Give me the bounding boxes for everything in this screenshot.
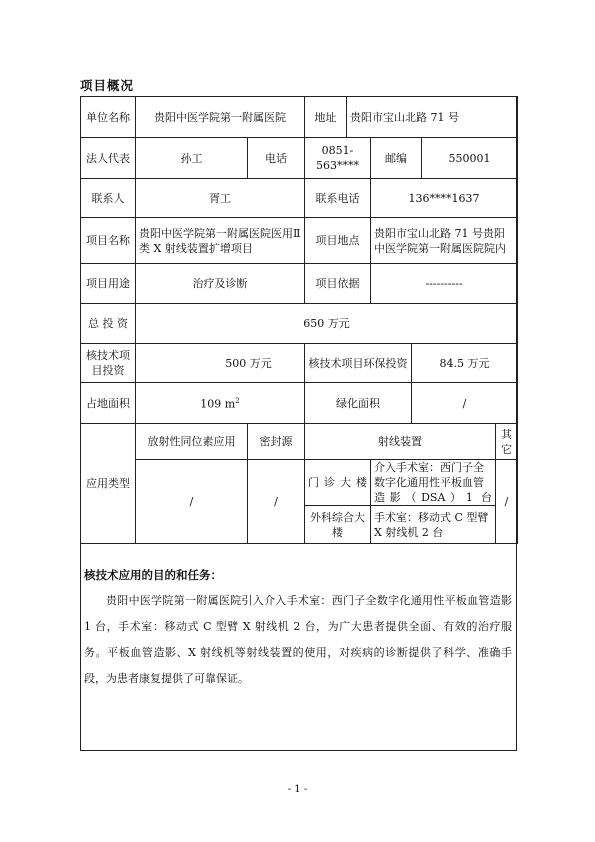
purpose-title: 核技术应用的目的和任务：	[84, 568, 222, 582]
contact-phone: 136****1637	[371, 179, 518, 218]
sealed-label: 密封源	[248, 424, 305, 460]
bldg2-name: 外科综合大楼	[305, 506, 371, 544]
area-unit-sup: 2	[235, 397, 240, 406]
phone-label: 电话	[248, 138, 305, 179]
section-title: 项目概况	[80, 78, 135, 93]
ray-label: 射线装置	[305, 424, 496, 460]
address: 贵阳市宝山北路 71 号	[347, 97, 518, 138]
project-name: 贵阳中医学院第一附属医院医用Ⅱ类 X 射线装置扩增项目	[136, 218, 305, 264]
postcode-label: 邮编	[371, 138, 422, 179]
other-label: 其它	[496, 424, 518, 460]
contact-label: 联系人	[81, 179, 136, 218]
nuclear-invest-label: 核技术项目投资	[81, 344, 136, 383]
total-invest: 650 万元	[136, 304, 518, 344]
project-use: 治疗及诊断	[136, 264, 305, 304]
contact-phone-label: 联系电话	[305, 179, 371, 218]
unit-name-label: 单位名称	[81, 97, 136, 138]
total-invest-label: 总 投 资	[81, 304, 136, 344]
project-basis: ----------	[371, 264, 518, 304]
env-invest-label: 核技术项目环保投资	[305, 344, 412, 383]
project-overview-table	[80, 96, 518, 544]
isotope-value: /	[136, 460, 248, 544]
green-value: /	[412, 383, 518, 424]
address-label: 地址	[305, 97, 347, 138]
page-number: - 1 -	[287, 784, 308, 795]
phone: 0851-563****	[305, 138, 371, 179]
area-label: 占地面积	[81, 383, 136, 424]
legal-rep-label: 法人代表	[81, 138, 136, 179]
project-site-label: 项目地点	[305, 218, 371, 264]
app-type-label: 应用类型	[81, 424, 136, 544]
project-basis-label: 项目依据	[305, 264, 371, 304]
green-label: 绿化面积	[305, 383, 412, 424]
legal-rep: 孙工	[136, 138, 248, 179]
contact: 胥工	[136, 179, 305, 218]
bldg1-device: 介入手术室：西门子全数字化通用性平板血管造影（DSA）1 台	[371, 460, 496, 506]
env-invest: 84.5 万元	[412, 344, 518, 383]
sealed-value: /	[248, 460, 305, 544]
area-cell	[136, 383, 305, 424]
isotope-label: 放射性同位素应用	[136, 424, 248, 460]
project-name-label: 项目名称	[81, 218, 136, 264]
area-value: 109 m	[200, 397, 236, 411]
project-use-label: 项目用途	[81, 264, 136, 304]
bldg2-device: 手术室：移动式 C 型臂 X 射线机 2 台	[371, 506, 496, 544]
postcode: 550001	[422, 138, 518, 179]
purpose-body: 贵阳中医学院第一附属医院引入介入手术室：西门子全数字化通用性平板血管造影 1 台，手术室：移动式 C 型臂 X 射线机 2 台，为广大患者提供全面、有效的治疗服务。平板血管造影、X 射线机等射线装置的使用，对疾病的诊断提供了科学、准确手段，为患者康复提供了可靠保证。	[84, 594, 512, 685]
unit-name: 贵阳中医学院第一附属医院	[136, 97, 305, 138]
other-value: /	[496, 460, 518, 544]
nuclear-invest: 500 万元	[136, 344, 305, 383]
bldg1-name: 门 诊 大 楼	[305, 460, 371, 506]
project-site: 贵阳市宝山北路 71 号贵阳中医学院第一附属医院院内	[371, 218, 518, 264]
